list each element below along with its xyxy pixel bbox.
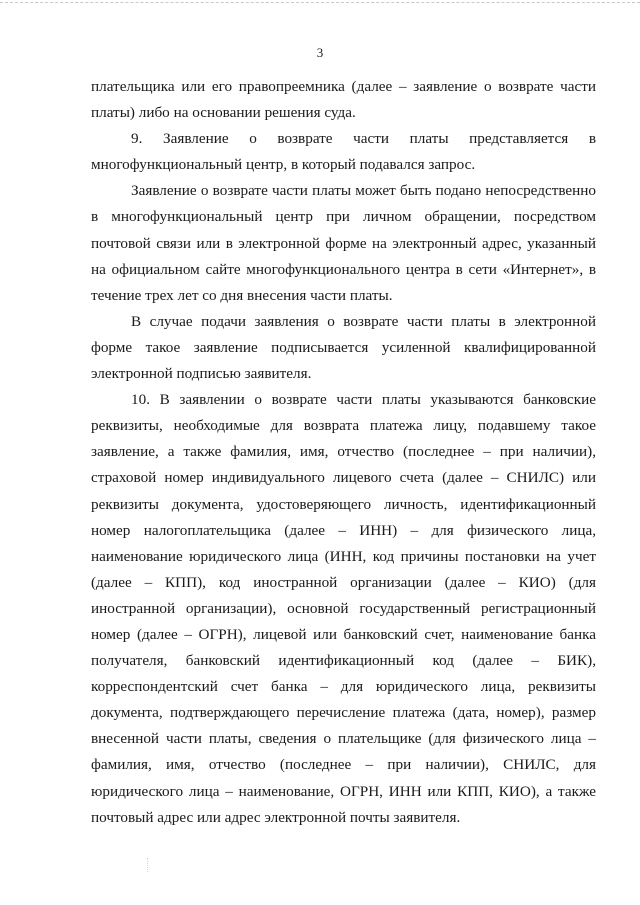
page-number: 3 (316, 45, 324, 60)
paragraph-item-9: 9. Заявление о возврате части платы представляется в многофункциональный центр, в который подавался запрос. (91, 130, 596, 174)
scan-artifact (147, 858, 148, 872)
paragraph-electronic-signature: В случае подачи заявления о возврате части платы в электронной форме такое заявление подписывается усиленной квалифицированной электронной подписью заявителя. (91, 312, 596, 383)
paragraph-submission-methods: Заявление о возврате части платы может быть подано непосредственно в многофункциональный центр при личном обращении, посредством почтовой связи или в электронной форме на электронный адрес, указанный на официальном сайте многофункционального центра в сети «Интернет», в течение трех лет со дня внесения части платы. (91, 182, 596, 304)
scan-top-edge (0, 2, 640, 3)
paragraph-item-10: 10. В заявлении о возврате части платы указываются банковские реквизиты, необходимые для возврата платежа лицу, подавшему такое заявление, а также фамилия, имя, отчество (последнее – при наличии), страховой номер индивидуального лицевого счета (далее – СНИЛС) или реквизиты документа, удостоверяющего личность, идентификационный номер налогоплательщика (далее – ИНН) – для физического лица, наименование юридического лица (ИНН, код причины постановки на учет (далее – КПП), код иностранной организации (далее – КИО) (для иностранной организации), основной государственный регистрационный номер (далее – ОГРН), лицевой или банковский счет, наименование банка получателя, банковский идентификационный код (далее – БИК), корреспондентский счет банка – для юридического лица, реквизиты документа, подтверждающего перечисление платежа (дата, номер), размер внесенной части платы, сведения о плательщике (для физического лица – фамилия, имя, отчество (последнее – при наличии), СНИЛС, для юридического лица – наименование, ОГРН, ИНН или КПП, КИО), а также почтовый адрес или адрес электронной почты заявителя. (91, 391, 596, 826)
paragraph-continuation: плательщика или его правопреемника (далее – заявление о возврате части платы) либо на основании решения суда. (91, 78, 596, 122)
document-body (91, 74, 596, 831)
